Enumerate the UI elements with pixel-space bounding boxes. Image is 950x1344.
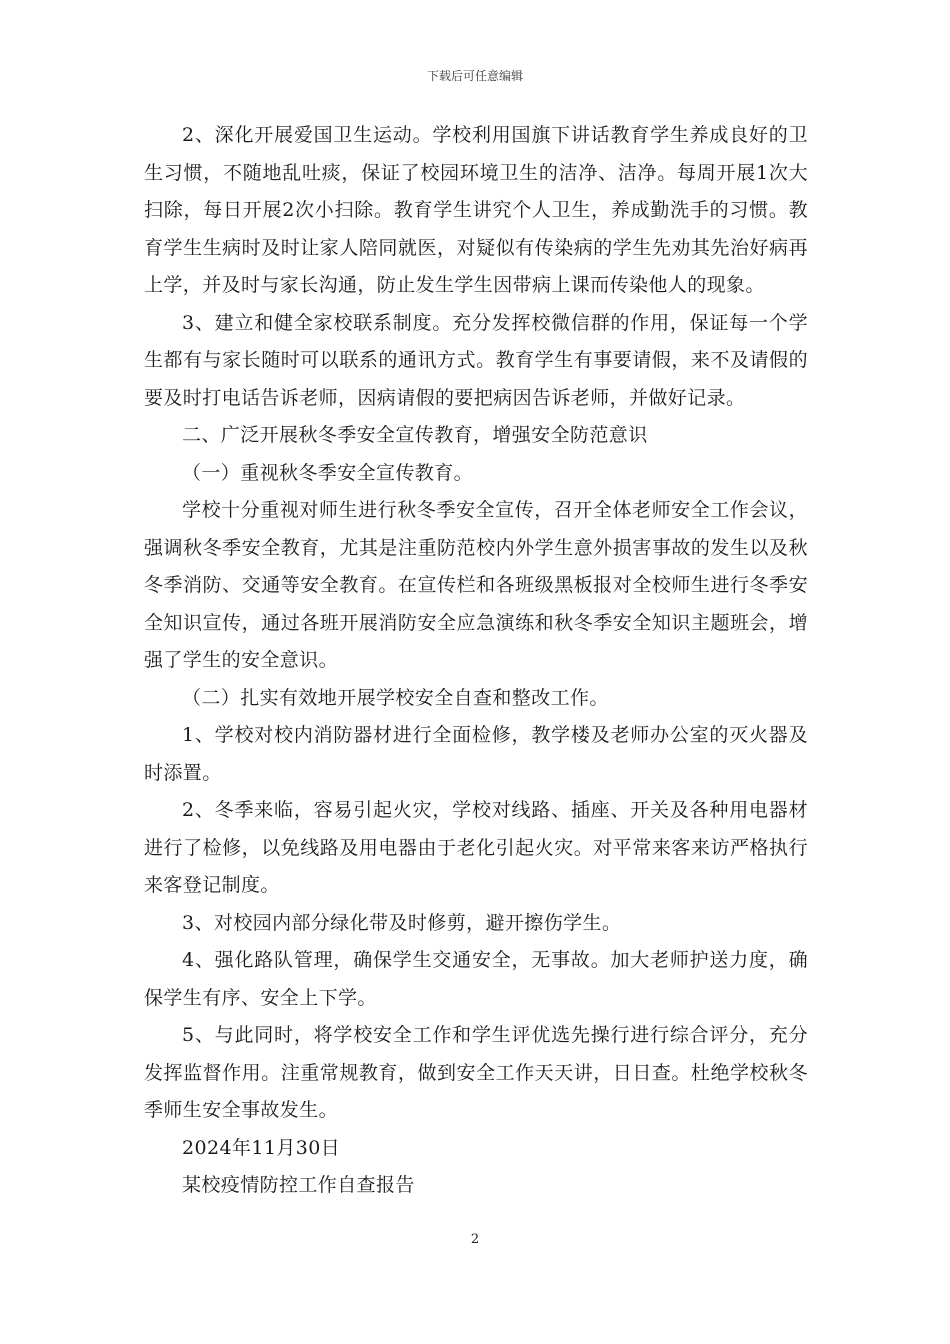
paragraph-hygiene-campaign: 2、深化开展爱国卫生运动。学校利用国旗下讲话教育学生养成良好的卫生习惯，不随地乱吐痰，保证了校园环境卫生的洁净、洁净。每周开展1次大扫除，每日开展2次小扫除。教育学生讲究个人卫生，养成勤洗手的习惯。教育学生生病时及时让家人陪同就医，对疑似有传染病的学生先劝其先治好病再上学，并及时与家长沟通，防止发生学生因带病上课而传染他人的现象。 xyxy=(144,124,808,296)
list-item-evaluation: 5、与此同时，将学校安全工作和学生评优选先操行进行综合评分，充分发挥监督作用。注重常规教育，做到安全工作天天讲，日日查。杜绝学校秋冬季师生安全事故发生。 xyxy=(144,1024,808,1121)
subsection-heading-two: （二）扎实有效地开展学校安全自查和整改工作。 xyxy=(182,686,609,709)
report-date: 2024年11月30日 xyxy=(182,1136,341,1159)
page-number: 2 xyxy=(470,1232,480,1247)
document-body xyxy=(144,117,808,1205)
list-item-fire-equipment: 1、学校对校内消防器材进行全面检修，教学楼及老师办公室的灭火器及时添置。 xyxy=(144,724,808,784)
list-item-electrical-check: 2、冬季来临，容易引起火灾，学校对线路、插座、开关及各种用电器材进行了检修，以免线路及用电器由于老化引起火灾。对平常来客来访严格执行来客登记制度。 xyxy=(144,799,808,896)
page-header: 下载后可任意编辑 xyxy=(426,69,523,83)
subsection-heading-one: （一）重视秋冬季安全宣传教育。 xyxy=(182,461,474,484)
next-report-title: 某校疫情防控工作自查报告 xyxy=(182,1174,415,1196)
section-heading-safety-education: 二、广泛开展秋冬季安全宣传教育，增强安全防范意识 xyxy=(182,424,648,446)
list-item-traffic-safety: 4、强化路队管理，确保学生交通安全，无事故。加大老师护送力度，确保学生有序、安全上下学。 xyxy=(144,949,808,1009)
list-item-greenbelt-trim: 3、对校园内部分绿化带及时修剪，避开擦伤学生。 xyxy=(182,911,622,934)
paragraph-home-school-contact: 3、建立和健全家校联系制度。充分发挥校微信群的作用，保证每一个学生都有与家长随时可以联系的通讯方式。教育学生有事要请假，来不及请假的要及时打电话告诉老师，因病请假的要把病因告诉老师，并做好记录。 xyxy=(144,311,808,409)
paragraph-safety-publicity: 学校十分重视对师生进行秋冬季安全宣传，召开全体老师安全工作会议，强调秋冬季安全教育，尤其是注重防范校内外学生意外损害事故的发生以及秋冬季消防、交通等安全教育。在宣传栏和各班级黑板报对全校师生进行冬季安全知识宣传，通过各班开展消防安全应急演练和秋冬季安全知识主题班会，增强了学生的安全意识。 xyxy=(144,499,808,671)
